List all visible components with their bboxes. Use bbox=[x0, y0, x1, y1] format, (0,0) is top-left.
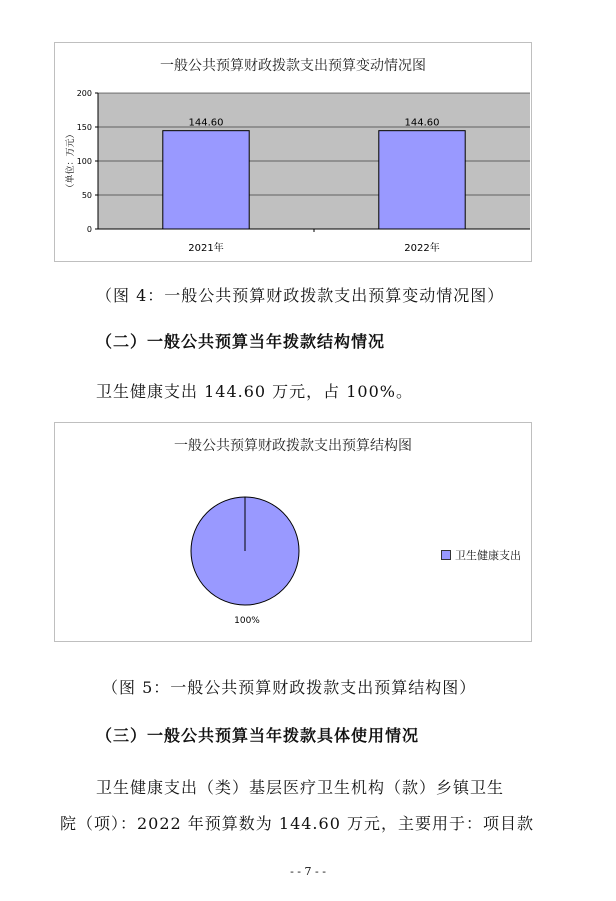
section3-heading: （三）一般公共预算当年拨款具体使用情况 bbox=[96, 726, 420, 745]
bar-y-tick-label: 200 bbox=[76, 89, 92, 98]
section2-heading: （二）一般公共预算当年拨款结构情况 bbox=[96, 332, 386, 351]
legend-swatch bbox=[441, 550, 451, 560]
legend-label: 卫生健康支出 bbox=[455, 549, 521, 562]
section3-line1: 卫生健康支出（类）基层医疗卫生机构（款）乡镇卫生 bbox=[96, 778, 505, 797]
bar-y-axis-label: （单位：万元） bbox=[66, 129, 76, 193]
bar-1 bbox=[163, 131, 249, 229]
bar-2 bbox=[379, 131, 465, 229]
section2-text: 卫生健康支出 144.60 万元，占 100%。 bbox=[96, 382, 413, 401]
bar-data-label: 144.60 bbox=[188, 117, 224, 129]
bar-y-tick-label: 50 bbox=[81, 191, 92, 200]
pie-chart bbox=[55, 423, 531, 641]
bar-chart-container bbox=[54, 42, 532, 262]
bar-chart-title: 一般公共预算财政拨款支出预算变动情况图 bbox=[160, 58, 426, 74]
bar-y-tick-label: 0 bbox=[86, 225, 92, 234]
bar-x-tick-label: 2022年 bbox=[404, 243, 440, 254]
bar-y-tick-label: 150 bbox=[76, 123, 92, 132]
pie-legend bbox=[441, 547, 521, 563]
pie-data-label: 100% bbox=[234, 616, 260, 626]
bar-chart bbox=[55, 43, 531, 261]
pie-chart-container bbox=[54, 422, 532, 642]
page-number: - - 7 - - bbox=[290, 865, 326, 878]
bar-data-label: 144.60 bbox=[404, 117, 440, 129]
section3-line2: 院（项）：2022 年预算数为 144.60 万元，主要用于：项目款 bbox=[60, 814, 534, 833]
bar-x-tick-label: 2021年 bbox=[188, 243, 224, 254]
fig5-caption: （图 5：一般公共预算财政拨款支出预算结构图） bbox=[102, 678, 477, 697]
pie-chart-title: 一般公共预算财政拨款支出预算结构图 bbox=[174, 438, 412, 454]
fig4-caption: （图 4：一般公共预算财政拨款支出预算变动情况图） bbox=[96, 286, 505, 305]
bar-y-tick-label: 100 bbox=[76, 157, 92, 166]
